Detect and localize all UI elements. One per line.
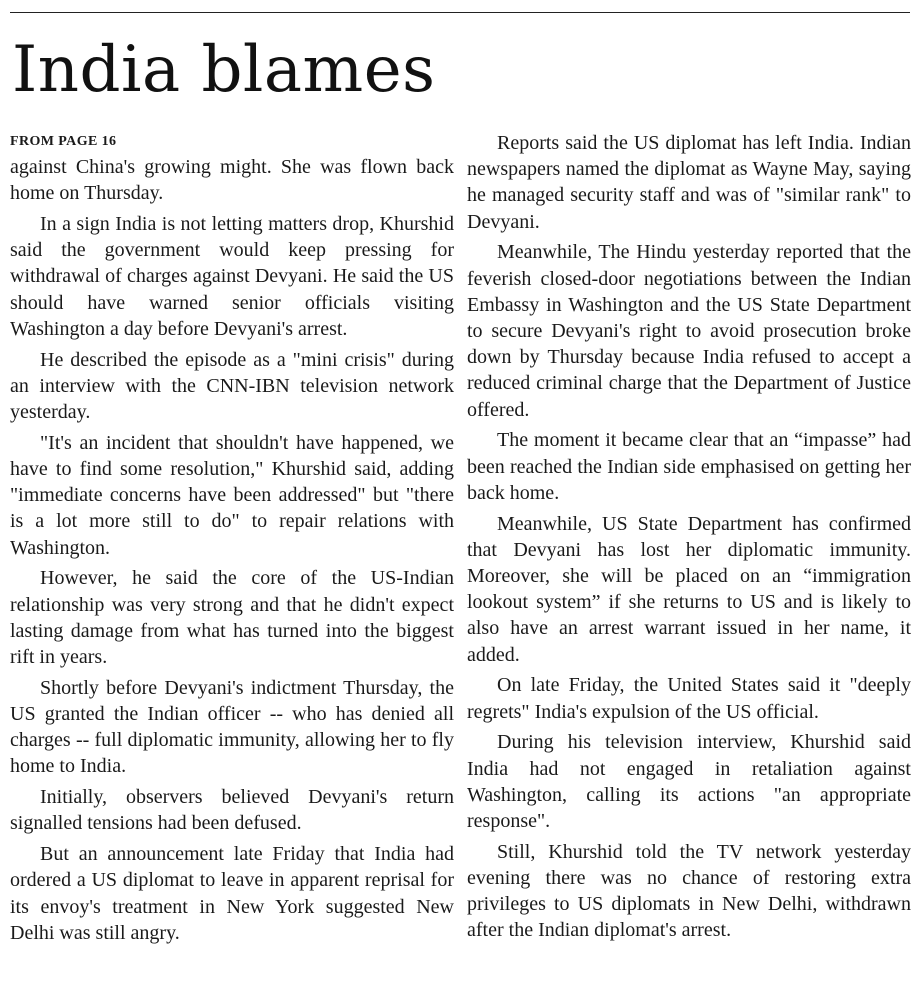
paragraph: Meanwhile, US State Department has confirmed that Devyani has lost her diplomatic immunity. Moreover, she will be placed on an “immigration lookout system” if she returns to US and is likely to also have an arrest warrant issued in her name, it added. [467, 512, 911, 666]
paragraph: Still, Khurshid told the TV network yesterday evening there was no chance of restoring extra privileges to US diplomats in New Delhi, withdrawn after the Indian diplomat's arrest. [467, 840, 911, 942]
paragraph: Meanwhile, The Hindu yesterday reported that the feverish closed-door negotiations between the Indian Embassy in Washington and the US State Department to secure Devyani's right to avoid prosecution broke down by Thursday because India refused to accept a reduced criminal charge that the Department of Justice offered. [467, 241, 911, 421]
paragraph: He described the episode as a "mini crisis" during an interview with the CNN-IBN television network yesterday. [10, 348, 454, 424]
paragraph: In a sign India is not letting matters drop, Khurshid said the government would keep pressing for withdrawal of charges against Devyani. He said the US should have warned senior officials visiting Washington a day before Devyani's arrest. [10, 213, 454, 340]
continuation-kicker: FROM PAGE 16 [10, 134, 117, 149]
paragraph: However, he said the core of the US-Indian relationship was very strong and that he didn't expect lasting damage from what has turned into the biggest rift in years. [10, 567, 454, 669]
paragraph: But an announcement late Friday that India had ordered a US diplomat to leave in apparent reprisal for its envoy's treatment in New York suggested New Delhi was still angry. [10, 843, 454, 944]
paragraph: "It's an incident that shouldn't have happened, we have to find some resolution," Khurshid said, adding "immediate concerns have been addressed" but "there is a lot more still to do" to repair relations with Washington. [10, 431, 454, 559]
paragraph: The moment it became clear that an “impasse” had been reached the Indian side emphasised on getting her back home. [467, 429, 911, 504]
paragraph: During his television interview, Khurshid said India had not engaged in retaliation against Washington, calling its actions "an appropriate response". [467, 731, 911, 833]
right-column [467, 130, 911, 948]
top-rule [10, 12, 910, 13]
paragraph-continued: against China's growing might. She was flown back home on Thursday. [10, 156, 454, 205]
headline: India blames [12, 33, 436, 107]
paragraph: On late Friday, the United States said it "deeply regrets" India's expulsion of the US official. [467, 674, 911, 723]
paragraph: Reports said the US diplomat has left India. Indian newspapers named the diplomat as Wayne May, saying he managed security staff and was of "similar rank" to Devyani. [467, 132, 911, 233]
paragraph: Shortly before Devyani's indictment Thursday, the US granted the Indian officer -- who has denied all charges -- full diplomatic immunity, allowing her to fly home to India. [10, 676, 454, 778]
left-column [10, 130, 454, 951]
paragraph: Initially, observers believed Devyani's return signalled tensions had been defused. [10, 786, 454, 835]
